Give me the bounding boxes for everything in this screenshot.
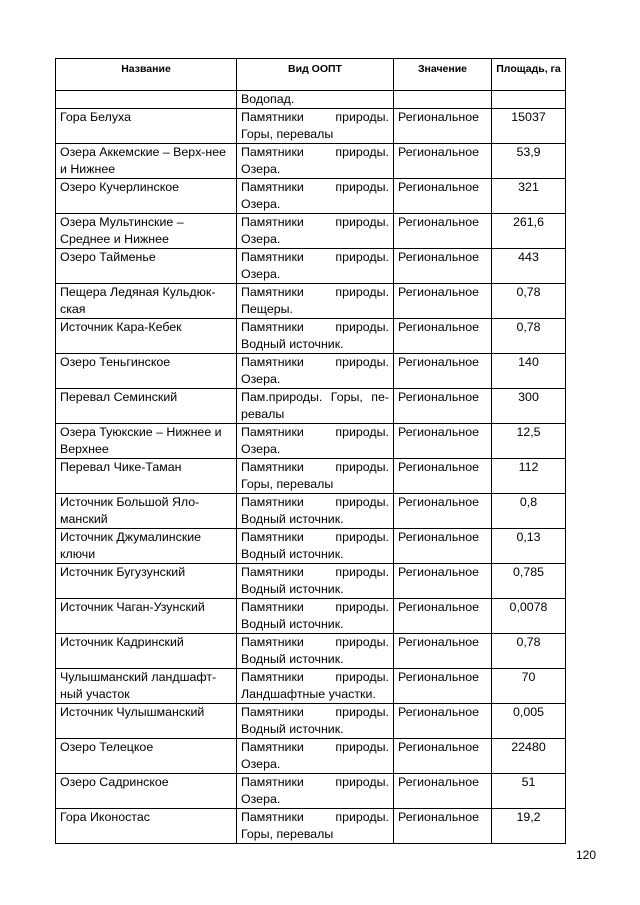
- cell-name: Источник Джумалинские ключи: [56, 529, 237, 564]
- cell-area: 0,13: [492, 529, 566, 564]
- cell-area: 12,5: [492, 424, 566, 459]
- cell-area: 321: [492, 179, 566, 214]
- table-row: [56, 214, 566, 249]
- cell-name: Озера Аккемские – Верх-нее и Нижнее: [56, 144, 237, 179]
- cell-area: 140: [492, 354, 566, 389]
- table-row: [56, 564, 566, 599]
- cell-type: Памятники природы. Ландшафтные участки.: [237, 669, 394, 704]
- table-row: [56, 424, 566, 459]
- cell-significance: Региональное: [394, 774, 492, 809]
- cell-type: Памятники природы. Озера.: [237, 739, 394, 774]
- cell-name: Озеро Теньгинское: [56, 354, 237, 389]
- table-row: [56, 669, 566, 704]
- cell-type: Памятники природы. Озера.: [237, 214, 394, 249]
- cell-type: Памятники природы. Горы, перевалы: [237, 459, 394, 494]
- cell-name: Озера Туюкские – Нижнее и Верхнее: [56, 424, 237, 459]
- protected-areas-table: [55, 58, 566, 844]
- table-row: [56, 634, 566, 669]
- cell-name: Источник Кара-Кебек: [56, 319, 237, 354]
- cell-significance: Региональное: [394, 494, 492, 529]
- cell-name: [56, 91, 237, 109]
- cell-area: 15037: [492, 109, 566, 144]
- cell-type: Памятники природы. Водный источник.: [237, 494, 394, 529]
- cell-significance: Региональное: [394, 809, 492, 844]
- cell-significance: Региональное: [394, 564, 492, 599]
- cell-type: Памятники природы. Озера.: [237, 774, 394, 809]
- cell-area: 300: [492, 389, 566, 424]
- table-row: [56, 389, 566, 424]
- cell-name: Пещера Ледяная Кульдюк-ская: [56, 284, 237, 319]
- cell-significance: Региональное: [394, 389, 492, 424]
- cell-significance: Региональное: [394, 599, 492, 634]
- table-header-row: [56, 59, 566, 91]
- cell-area: [492, 91, 566, 109]
- cell-type: Памятники природы. Водный источник.: [237, 634, 394, 669]
- cell-name: Озеро Кучерлинское: [56, 179, 237, 214]
- cell-type: Памятники природы. Водный источник.: [237, 319, 394, 354]
- cell-type: Пам.природы. Горы, пе-ревалы: [237, 389, 394, 424]
- cell-name: Перевал Чике-Таман: [56, 459, 237, 494]
- table-row: [56, 774, 566, 809]
- header-area: Площадь, га: [492, 59, 566, 91]
- cell-significance: Региональное: [394, 179, 492, 214]
- cell-type: Памятники природы. Водный источник.: [237, 564, 394, 599]
- table-row: [56, 354, 566, 389]
- table-row: [56, 809, 566, 844]
- cell-type: Водопад.: [237, 91, 394, 109]
- cell-name: Источник Кадринский: [56, 634, 237, 669]
- cell-name: Источник Чулышманский: [56, 704, 237, 739]
- table-row: [56, 739, 566, 774]
- cell-significance: Региональное: [394, 249, 492, 284]
- cell-type: Памятники природы. Водный источник.: [237, 704, 394, 739]
- cell-type: Памятники природы. Озера.: [237, 354, 394, 389]
- cell-area: 0,78: [492, 634, 566, 669]
- cell-type: Памятники природы. Водный источник.: [237, 529, 394, 564]
- cell-area: 0,0078: [492, 599, 566, 634]
- cell-area: 261,6: [492, 214, 566, 249]
- cell-area: 0,785: [492, 564, 566, 599]
- cell-name: Озера Мультинские – Среднее и Нижнее: [56, 214, 237, 249]
- table-row: [56, 284, 566, 319]
- cell-area: 112: [492, 459, 566, 494]
- cell-significance: Региональное: [394, 669, 492, 704]
- table-row: [56, 109, 566, 144]
- cell-name: Источник Чаган-Узунский: [56, 599, 237, 634]
- header-name: Название: [56, 59, 237, 91]
- cell-type: Памятники природы. Озера.: [237, 144, 394, 179]
- cell-type: Памятники природы. Горы, перевалы: [237, 809, 394, 844]
- table-row: [56, 459, 566, 494]
- cell-significance: Региональное: [394, 319, 492, 354]
- header-type: Вид ООПТ: [237, 59, 394, 91]
- cell-area: 70: [492, 669, 566, 704]
- cell-area: 0,78: [492, 284, 566, 319]
- cell-name: Гора Белуха: [56, 109, 237, 144]
- cell-area: 51: [492, 774, 566, 809]
- table-row: [56, 704, 566, 739]
- cell-significance: [394, 91, 492, 109]
- table-row: [56, 144, 566, 179]
- cell-area: 0,78: [492, 319, 566, 354]
- table-row: [56, 319, 566, 354]
- cell-name: Чулышманский ландшафт-ный участок: [56, 669, 237, 704]
- cell-area: 443: [492, 249, 566, 284]
- cell-significance: Региональное: [394, 284, 492, 319]
- table-row-continuation: [56, 91, 566, 109]
- cell-area: 53,9: [492, 144, 566, 179]
- cell-significance: Региональное: [394, 424, 492, 459]
- table-row: [56, 249, 566, 284]
- cell-area: 0,8: [492, 494, 566, 529]
- cell-type: Памятники природы. Горы, перевалы: [237, 109, 394, 144]
- cell-significance: Региональное: [394, 459, 492, 494]
- cell-significance: Региональное: [394, 354, 492, 389]
- cell-name: Озеро Тайменье: [56, 249, 237, 284]
- cell-type: Памятники природы. Пещеры.: [237, 284, 394, 319]
- cell-type: Памятники природы. Озера.: [237, 179, 394, 214]
- cell-type: Памятники природы. Озера.: [237, 249, 394, 284]
- cell-area: 0,005: [492, 704, 566, 739]
- cell-area: 19,2: [492, 809, 566, 844]
- cell-name: Озеро Садринское: [56, 774, 237, 809]
- cell-type: Памятники природы. Озера.: [237, 424, 394, 459]
- table-row: [56, 179, 566, 214]
- table-row: [56, 529, 566, 564]
- cell-significance: Региональное: [394, 144, 492, 179]
- cell-significance: Региональное: [394, 704, 492, 739]
- cell-significance: Региональное: [394, 634, 492, 669]
- cell-area: 22480: [492, 739, 566, 774]
- page-number: 120: [575, 848, 596, 862]
- header-significance: Значение: [394, 59, 492, 91]
- table-row: [56, 494, 566, 529]
- cell-name: Перевал Семинский: [56, 389, 237, 424]
- cell-significance: Региональное: [394, 214, 492, 249]
- cell-significance: Региональное: [394, 739, 492, 774]
- cell-name: Источник Бугузунский: [56, 564, 237, 599]
- cell-name: Озеро Телецкое: [56, 739, 237, 774]
- cell-significance: Региональное: [394, 109, 492, 144]
- cell-type: Памятники природы. Водный источник.: [237, 599, 394, 634]
- table-row: [56, 599, 566, 634]
- cell-significance: Региональное: [394, 529, 492, 564]
- cell-name: Источник Большой Яло-манский: [56, 494, 237, 529]
- cell-name: Гора Иконостас: [56, 809, 237, 844]
